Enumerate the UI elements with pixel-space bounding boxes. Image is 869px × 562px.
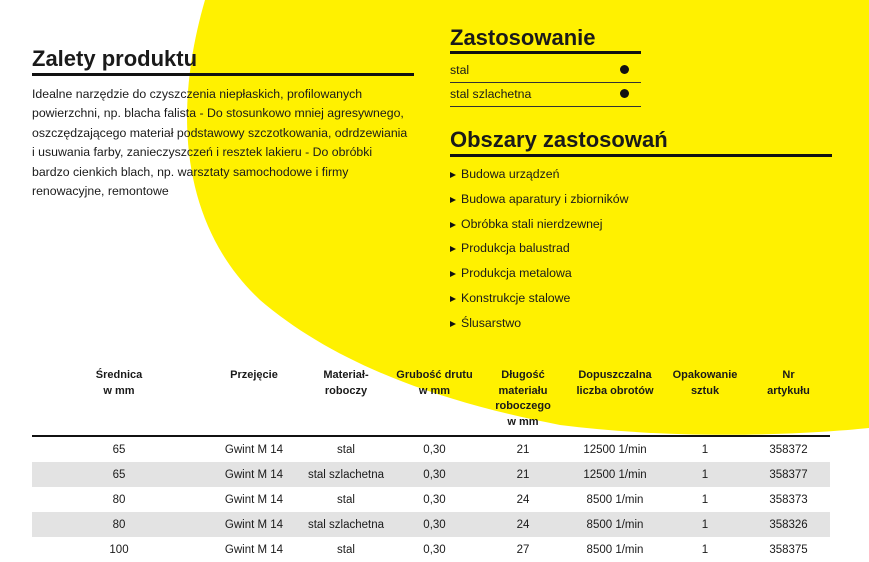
col-header-material: Materiał- roboczy <box>302 365 390 436</box>
cell-length: 27 <box>516 543 530 556</box>
filled-dot-icon <box>620 89 629 98</box>
col-header-diameter: Średnica w mm <box>32 365 206 436</box>
cell-wire-thickness: 0,30 <box>423 443 446 456</box>
application-item <box>450 58 641 83</box>
cell-article-no: 358373 <box>769 493 808 506</box>
cell-max-rpm: 8500 1/min <box>586 543 644 556</box>
triangle-bullet-icon <box>450 296 456 302</box>
cell-pack-qty: 1 <box>663 512 747 537</box>
cell-article-no: 358377 <box>747 462 830 487</box>
application-item-label: stal <box>450 63 470 77</box>
cell-diameter: 80 <box>112 493 126 506</box>
triangle-bullet-icon <box>450 271 456 277</box>
cell-mount: Gwint M 14 <box>224 543 284 556</box>
areas-item-label: Budowa urządzeń <box>461 167 560 181</box>
advantages-title: Zalety produktu <box>32 46 198 71</box>
triangle-bullet-icon <box>450 172 456 178</box>
cell-length: 24 <box>516 493 530 506</box>
cell-material: stal <box>337 493 355 506</box>
col-header-wire-thickness: Grubość drutu w mm <box>390 365 479 436</box>
cell-material: stal <box>337 543 355 556</box>
advantages-text: Idealne narzędzie do czyszczenia niepłaskich, profilowanych powierzchni, np. blacha falista - Do stosunkowo mniej agresywnego, oszczędzającego materiał podstawowy szczotkowania, odrdzewiania i usuwania farby, zanieczyszczeń i resztek lakieru - Do obróbki bardzo cienkich blach, np. warsztaty samochodowe i firmy renowacyjne, remontowe <box>32 87 408 199</box>
cell-article-no: 358372 <box>769 443 808 456</box>
table-row <box>32 436 830 462</box>
cell-material: stal szlachetna <box>302 462 390 487</box>
cell-material: stal szlachetna <box>302 512 390 537</box>
areas-list-item <box>450 261 628 286</box>
cell-article-no: 358326 <box>747 512 830 537</box>
areas-item-label: Produkcja metalowa <box>461 266 572 281</box>
cell-diameter: 100 <box>109 543 129 556</box>
cell-wire-thickness: 0,30 <box>390 462 479 487</box>
cell-length: 24 <box>479 512 567 537</box>
cell-article-no: 358375 <box>769 543 808 556</box>
application-item <box>450 82 641 107</box>
cell-max-rpm: 12500 1/min <box>567 462 663 487</box>
areas-list-item <box>450 162 628 187</box>
cell-diameter: 65 <box>32 462 206 487</box>
cell-max-rpm: 12500 1/min <box>583 443 647 456</box>
cell-wire-thickness: 0,30 <box>423 543 446 556</box>
triangle-bullet-icon <box>450 197 456 203</box>
areas-title: Obszary zastosowań <box>450 127 668 152</box>
cell-material: stal <box>337 443 355 456</box>
col-header-article-no: Nr artykułu <box>747 365 830 436</box>
areas-list-item <box>450 311 628 336</box>
cell-wire-thickness: 0,30 <box>390 512 479 537</box>
areas-list <box>450 162 628 336</box>
cell-mount: Gwint M 14 <box>206 512 302 537</box>
table-row <box>32 537 830 562</box>
table-row <box>32 512 830 537</box>
col-header-pack-qty: Opakowanie sztuk <box>663 365 747 436</box>
areas-item-label: Ślusarstwo <box>461 315 522 330</box>
cell-mount: Gwint M 14 <box>224 443 284 456</box>
cell-pack-qty: 1 <box>663 462 747 487</box>
cell-length: 21 <box>516 443 530 456</box>
cell-pack-qty: 1 <box>701 543 709 556</box>
cell-mount: Gwint M 14 <box>224 493 284 506</box>
advantages-title-rule <box>32 73 414 76</box>
areas-list-item <box>450 236 628 261</box>
table-row <box>32 487 830 512</box>
cell-diameter: 80 <box>32 512 206 537</box>
col-header-length: Długość materiału roboczego w mm <box>479 365 567 436</box>
triangle-bullet-icon <box>450 321 456 327</box>
areas-list-item <box>450 286 628 311</box>
cell-wire-thickness: 0,30 <box>423 493 446 506</box>
areas-item-label: Produkcja balustrad <box>461 241 570 256</box>
areas-item-label: Konstrukcje stalowe <box>461 290 571 305</box>
product-spec-table <box>32 365 830 562</box>
cell-max-rpm: 8500 1/min <box>586 493 644 506</box>
col-header-max-rpm: Dopuszczalna liczba obrotów <box>567 365 663 436</box>
cell-pack-qty: 1 <box>701 443 709 456</box>
areas-item-label: Budowa aparatury i zbiorników <box>461 191 629 206</box>
cell-max-rpm: 8500 1/min <box>567 512 663 537</box>
cell-pack-qty: 1 <box>701 493 709 506</box>
table-row <box>32 462 830 487</box>
application-title: Zastosowanie <box>450 25 596 50</box>
cell-mount: Gwint M 14 <box>206 462 302 487</box>
triangle-bullet-icon <box>450 246 456 252</box>
cell-diameter: 65 <box>112 443 126 456</box>
areas-list-item <box>450 187 628 212</box>
filled-dot-icon <box>620 65 629 74</box>
col-header-mount: Przejęcie <box>206 365 302 436</box>
areas-list-item <box>450 212 628 237</box>
cell-length: 21 <box>479 462 567 487</box>
application-item-label: stal szlachetna <box>450 87 532 101</box>
triangle-bullet-icon <box>450 222 456 228</box>
table-header-row <box>32 365 830 436</box>
areas-item-label: Obróbka stali nierdzewnej <box>461 216 603 231</box>
application-title-rule <box>450 51 641 54</box>
areas-title-rule <box>450 154 832 157</box>
